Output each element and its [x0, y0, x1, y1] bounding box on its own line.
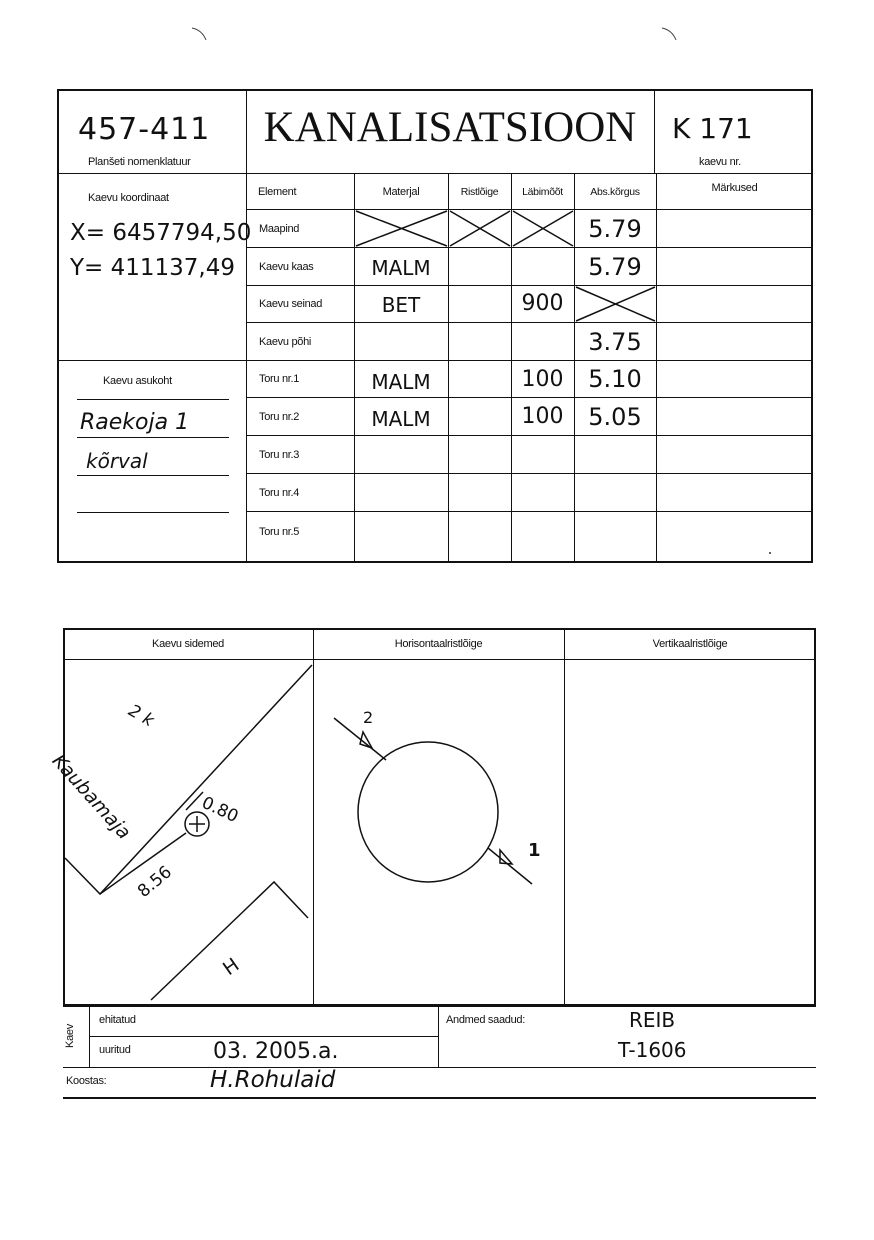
built-label: ehitatud — [99, 1014, 136, 1026]
row-diameter-value: 900 — [521, 291, 564, 316]
horizontal-section-drawing — [314, 660, 564, 1006]
data-received-label: Andmed saadud: — [446, 1014, 525, 1026]
col-header-cross-section: Ristlõige — [460, 186, 499, 198]
location-line-2: kõrval — [86, 449, 148, 473]
row-element-label: Kaevu seinad — [259, 298, 323, 310]
row-element-label: Kaevu põhi — [259, 335, 312, 348]
row-element-label: Maapind — [259, 222, 300, 235]
distance-label-2: 8.56 — [134, 862, 176, 902]
crossed-out-cells — [0, 0, 874, 600]
building-floors-label: 2 k — [124, 700, 158, 732]
row-element-label: Toru nr.1 — [259, 373, 300, 385]
row-abs-value: 5.79 — [588, 214, 642, 243]
coordinate-x: X= 6457794,50 — [70, 220, 252, 246]
col-header-material: Materjal — [382, 186, 420, 198]
row-element-label: Toru nr.4 — [259, 486, 300, 499]
compiled-label: Koostas: — [66, 1075, 107, 1087]
col-header-diameter: Läbimõõt — [522, 186, 563, 198]
nomenclature-value: 457-411 — [78, 112, 211, 147]
row-material-value: MALM — [371, 407, 431, 431]
horizontal-section-header: Horisontaalristlõige — [394, 638, 483, 650]
page-title: KANALISATSIOON — [263, 104, 637, 151]
col-header-element: Element — [258, 186, 297, 198]
location-label: Kaevu asukoht — [103, 375, 172, 387]
data-received-value-2: T-1606 — [618, 1038, 687, 1062]
manhole-symbol — [185, 812, 209, 836]
row-abs-value: 5.05 — [588, 402, 642, 431]
col-header-notes: Märkused — [711, 182, 758, 194]
row-element-label: Toru nr.2 — [259, 410, 300, 423]
well-number-label: kaevu nr. — [699, 156, 741, 168]
pipe-in-label: 2 — [363, 708, 374, 727]
row-abs-value: 3.75 — [588, 327, 642, 356]
distance-label-1: 0.80 — [198, 792, 242, 828]
row-material-value: MALM — [371, 256, 431, 280]
ties-header: Kaevu sidemed — [152, 638, 224, 650]
row-element-label: Toru nr.5 — [259, 526, 300, 538]
row-material-value: BET — [381, 293, 421, 317]
coordinate-y: Y= 411137,49 — [70, 255, 236, 281]
street-name-label: Kaubamaja — [47, 750, 136, 844]
data-received-value-1: REIB — [629, 1008, 676, 1032]
surveyed-value: 03. 2005.a. — [213, 1039, 339, 1064]
row-abs-value: 5.10 — [588, 365, 642, 393]
pipe-out-label: 1 — [528, 840, 541, 861]
row-diameter-value: 100 — [521, 404, 564, 429]
well-side-label: Kaev — [63, 1024, 76, 1048]
location-sketch — [63, 660, 313, 1006]
location-line-1: Raekoja 1 — [80, 410, 190, 435]
vertical-section-header: Vertikaalristlõige — [652, 638, 728, 650]
row-element-label: Kaevu kaas — [259, 260, 314, 273]
well-number-value: K 171 — [672, 112, 753, 145]
col-header-abs-height: Abs.kõrgus — [590, 186, 640, 198]
surveyed-label: uuritud — [99, 1044, 131, 1056]
building-letter-label: H — [218, 953, 244, 981]
row-diameter-value: 100 — [521, 366, 564, 392]
coordinates-label: Kaevu koordinaat — [88, 192, 169, 204]
compiled-value: H.Rohulaid — [210, 1067, 336, 1093]
row-element-label: Toru nr.3 — [259, 448, 300, 461]
row-abs-value: 5.79 — [588, 252, 642, 281]
nomenclature-label: Planšeti nomenklatuur — [88, 156, 191, 168]
row-material-value: MALM — [371, 370, 431, 394]
